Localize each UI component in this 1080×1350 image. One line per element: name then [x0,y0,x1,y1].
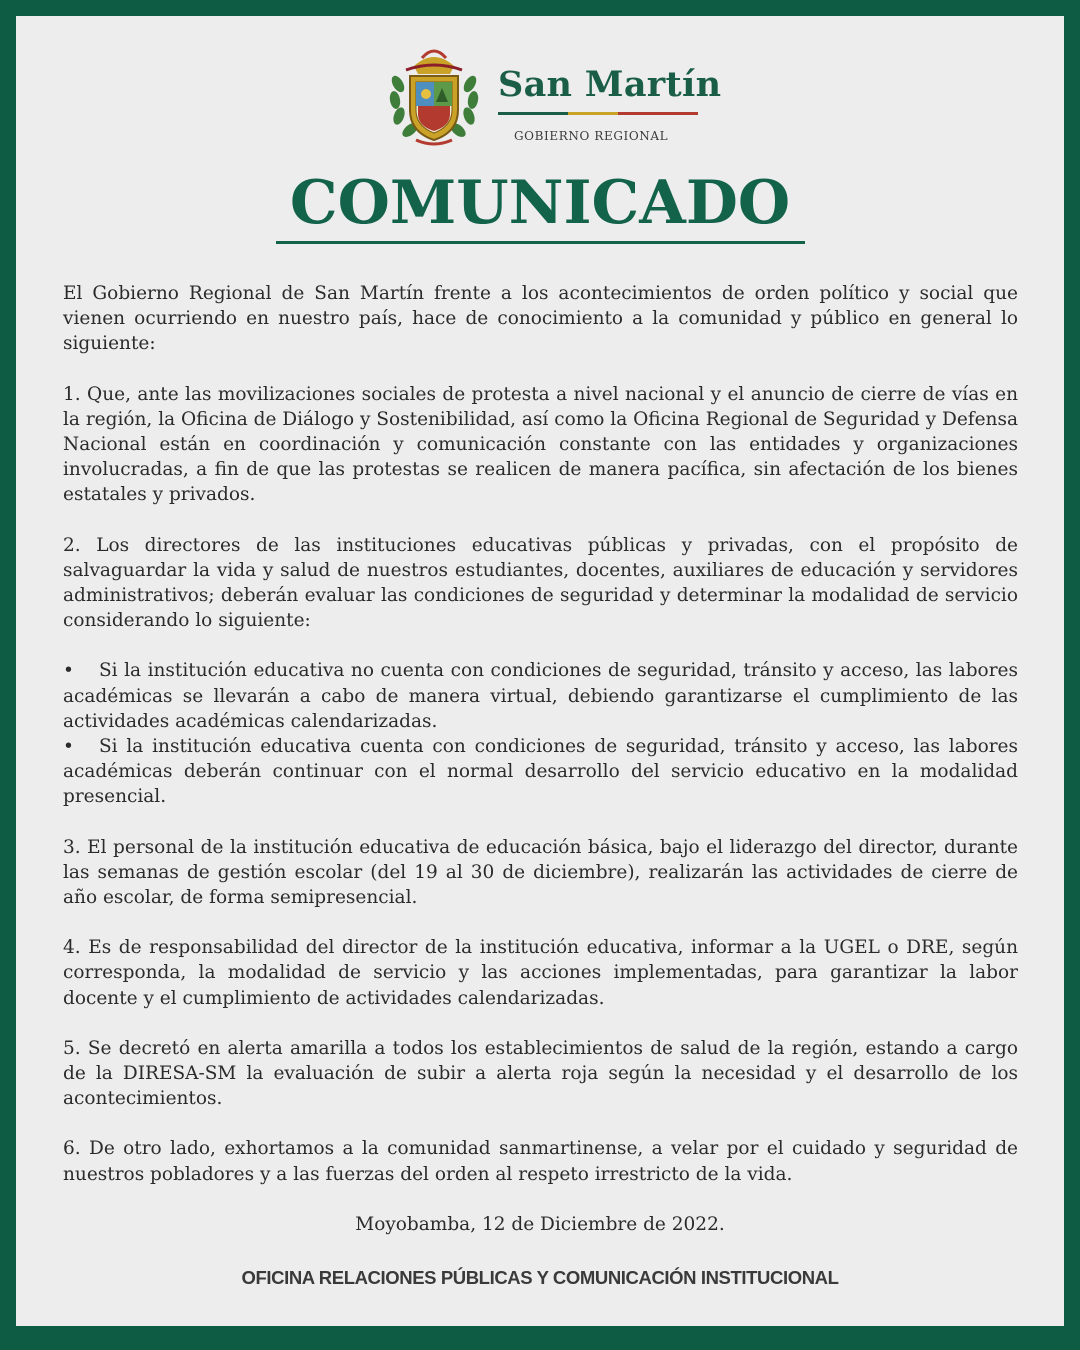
bullet-item [63,734,1018,810]
point-4: 4. Es de responsabilidad del director de la institución educativa, informar a la UGEL o DRE, según corresponda, la modalidad de servicio y las acciones implementadas, para garantizar la labor docente y el cumplimiento de actividades calendarizadas. [63,937,1018,1009]
page-title: COMUNICADO [289,168,791,238]
point-6: 6. De otro lado, exhortamos a la comunidad sanmartinense, a velar por el cuidado y seguridad de nuestros pobladores y a las fuerzas del orden al respeto irrestricto de la vida. [63,1138,1018,1185]
title-underline [276,241,805,244]
communique-body [63,281,1018,1212]
document-frame [16,16,1064,1326]
point-2: 2. Los directores de las instituciones educativas públicas y privadas, con el propósito de salvaguardar la vida y salud de nuestros estudiantes, docentes, auxiliares de educación y servidores administrativos; deberán evaluar las condiciones de seguridad y determinar la modalidad de servicio considerando lo siguiente: [63,534,1018,632]
point-5: 5. Se decretó en alerta amarilla a todos los establecimientos de salud de la región, estando a cargo de la DIRESA-SM la evaluación de subir a alerta roja según la necesidad y el desarrollo de los acontecimientos. [63,1037,1018,1110]
coat-of-arms-icon [386,44,482,148]
bullet-text: Si la institución educativa no cuenta con condiciones de seguridad, tránsito y acceso, las labores académicas se llevarán a cabo de manera virtual, debiendo garantizarse el cumplimiento de las actividades académicas calendarizadas. [63,660,1018,732]
bullet-icon: • [63,736,74,758]
brand-subtitle: GOBIERNO REGIONAL [514,129,669,143]
bullet-text: Si la institución educativa cuenta con condiciones de seguridad, tránsito y acceso, las labores académicas deberán continuar con el normal desarrollo del servicio educativo en la modalidad presencial. [63,736,1018,808]
bullet-icon: • [63,660,74,682]
brand-name: San Martín [498,64,722,105]
issuing-office: OFICINA RELACIONES PÚBLICAS Y COMUNICACIÓN INSTITUCIONAL [241,1267,839,1288]
bullet-item [63,658,1018,734]
point-3: 3. El personal de la institución educativa de educación básica, bajo el liderazgo del director, durante las semanas de gestión escolar (del 19 al 30 de diciembre), realizarán las actividades de cierre de año escolar, de forma semipresencial. [63,836,1018,909]
point-1: 1. Que, ante las movilizaciones sociales de protesta a nivel nacional y el anuncio de cierre de vías en la región, la Oficina de Diálogo y Sostenibilidad, así como la Oficina Regional de Seguridad y Defensa Nacional están en coordinación y comunicación constante con las entidades y organizaciones involucradas, a fin de que las protestas se realicen de manera pacífica, sin afectación de los bienes estatales y privados. [63,383,1018,506]
header-logo [386,44,726,154]
intro-paragraph: El Gobierno Regional de San Martín frente a los acontecimientos de orden político y social que vienen ocurriendo en nuestro país, hace de conocimiento a la comunidad y público en general lo siguiente: [63,283,1018,355]
place-date: Moyobamba, 12 de Diciembre de 2022. [355,1214,725,1235]
brand-divider [498,112,698,115]
